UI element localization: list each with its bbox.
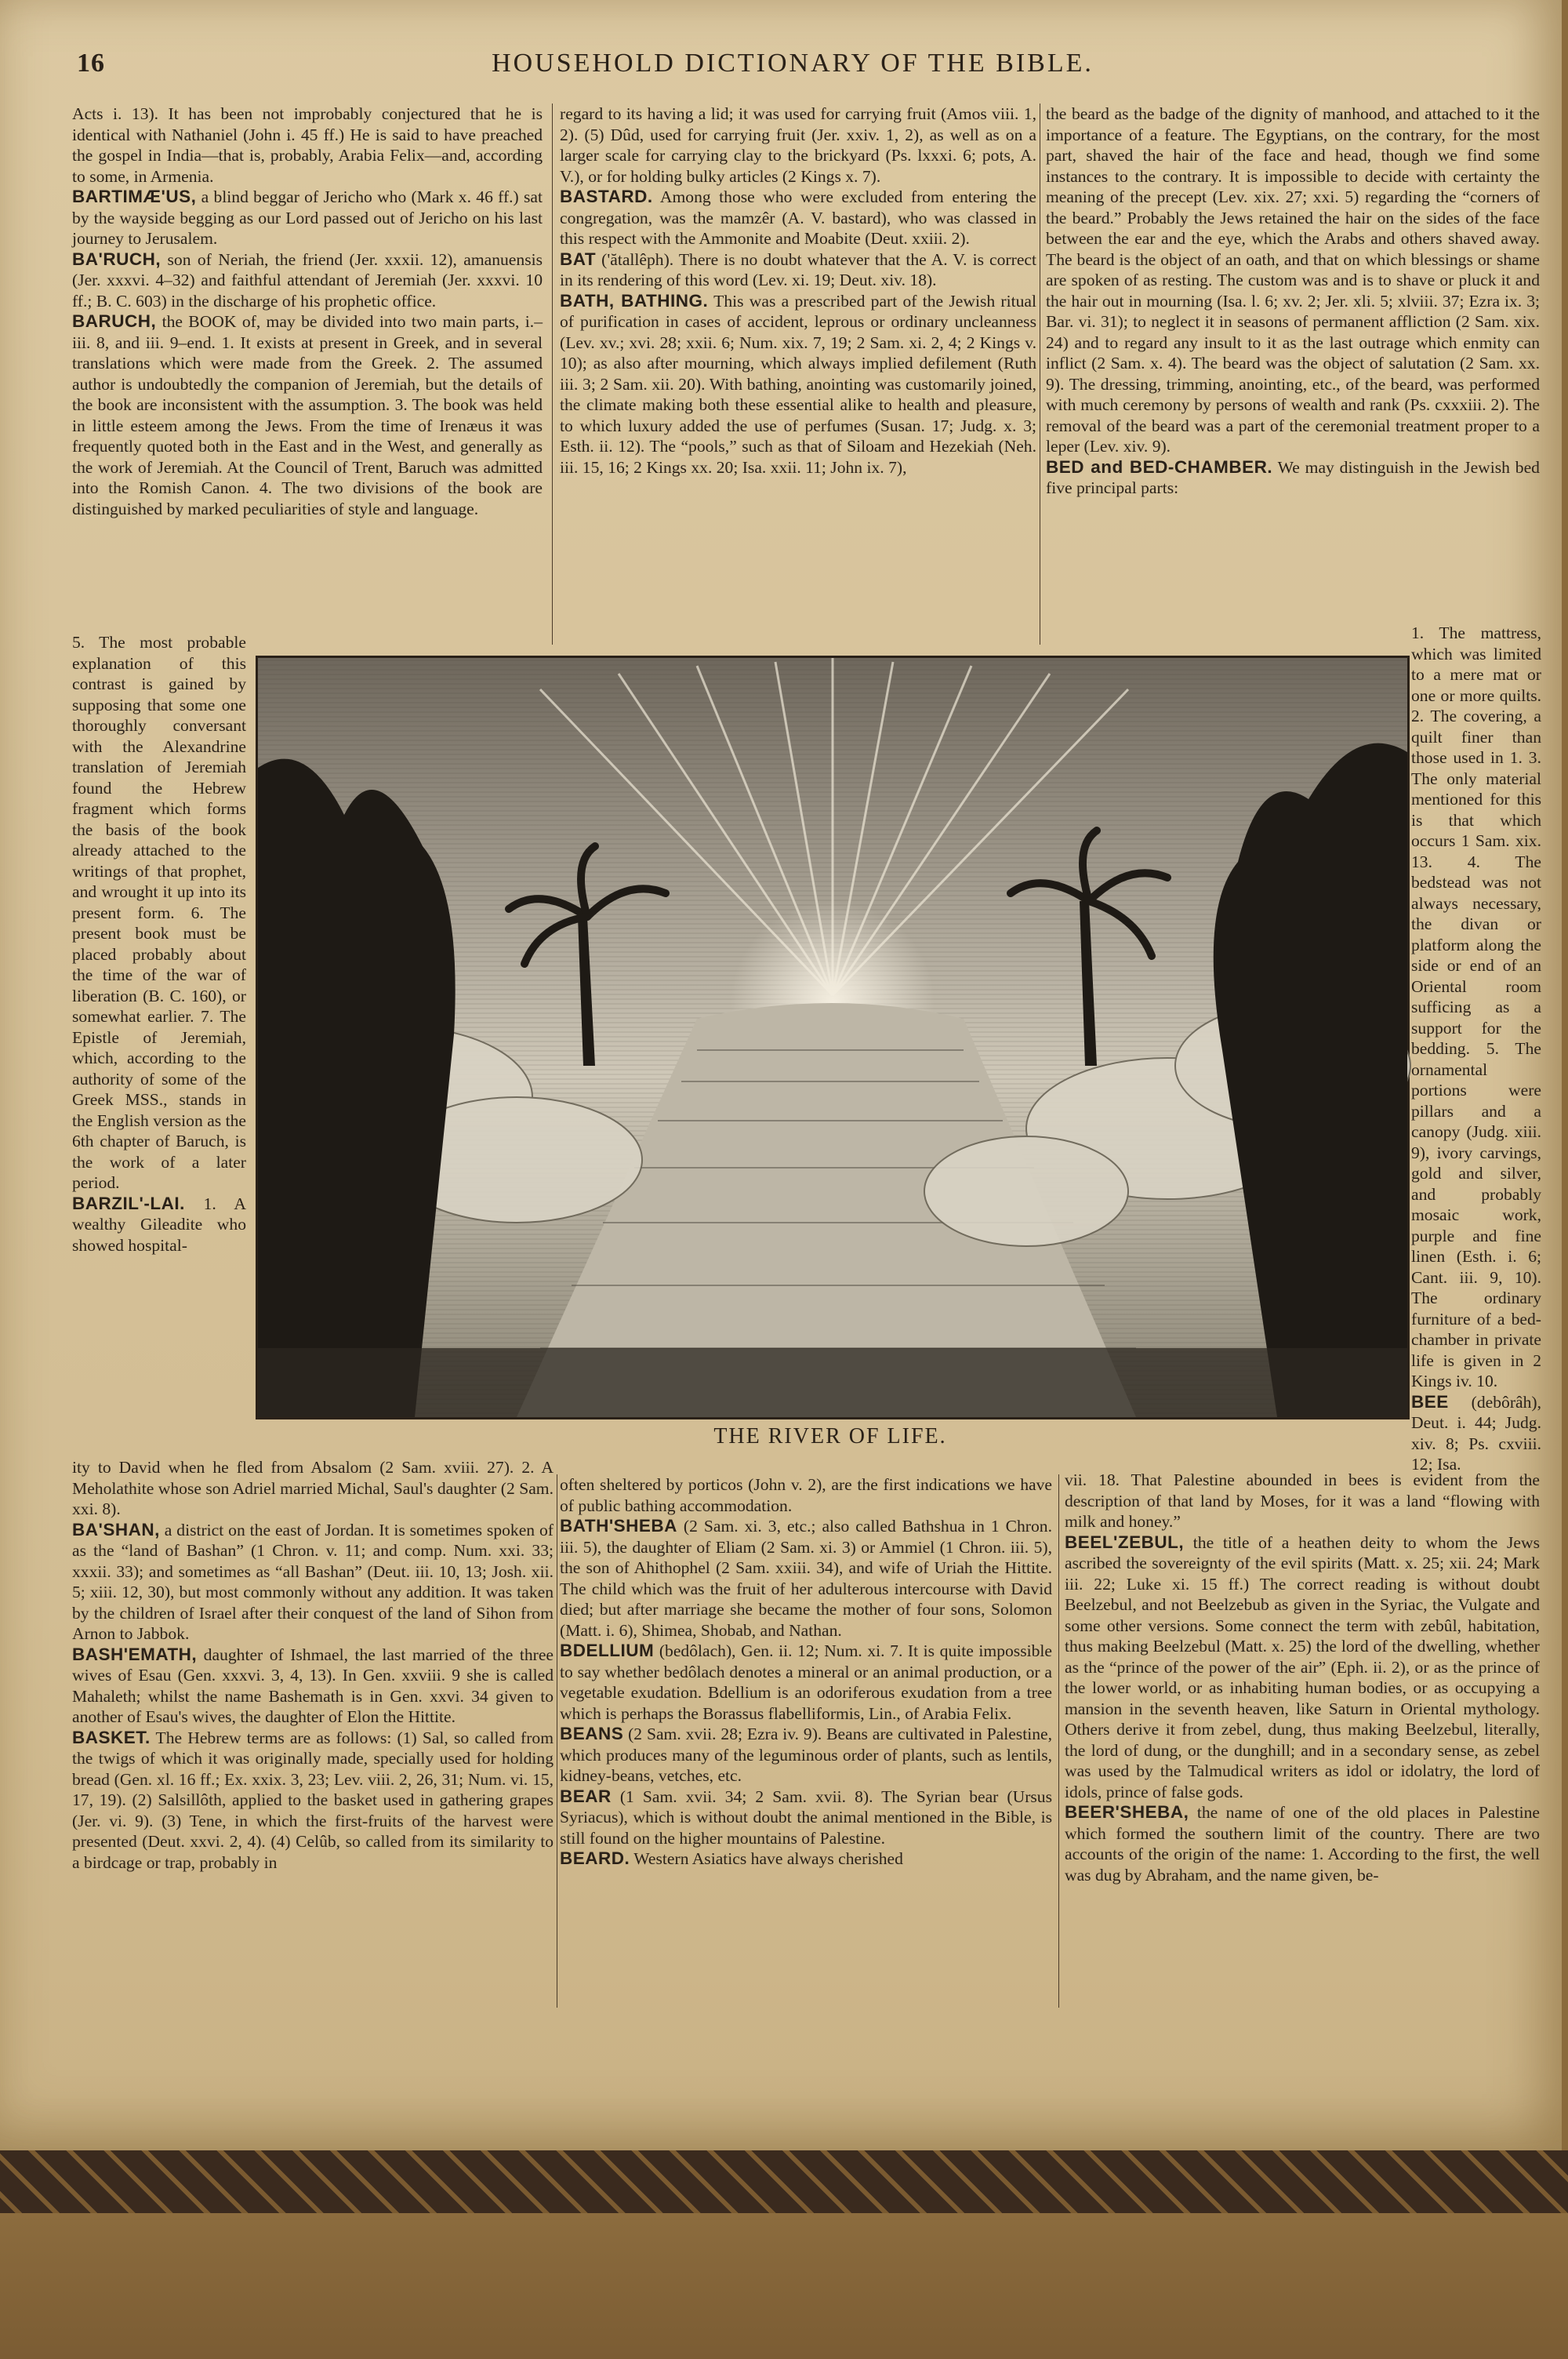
page-number: 16 [77, 49, 105, 78]
entry-headword: BASKET. [72, 1727, 151, 1747]
entry-text: 1. The mattress, which was limited to a mere mat or one or more quilts. 2. The covering, a quilt finer than those used in 1. 3. The only material mentioned for this is that which occurs 1 Sam. xix. 13. 4. The bedstead was not always necessary, the divan or platform along the side or end of an Oriental room sufficing as a support for the bedding. 5. The ornamental portions were pillars and a canopy (Judg. xiii. 9), ivory carvings, gold and silver, and probably mosaic work, purple and fine linen (Esth. i. 6; Cant. iii. 9, 10). The ordinary furniture of a bed-chamber in private life is given in 2 Kings iv. 10. [1411, 623, 1541, 1390]
entry-text: often sheltered by porticos (John v. 2), are the first indications we have of public bathing accommodation. [560, 1475, 1052, 1515]
column-1-bottom [72, 1457, 554, 2014]
entry-headword: BEAR [560, 1786, 612, 1806]
dictionary-entry [560, 1787, 1052, 1849]
running-title: HOUSEHOLD DICTIONARY OF THE BIBLE. [492, 49, 1094, 78]
dictionary-entry [1065, 1802, 1540, 1885]
entry-text: We may distinguish in the Jewish bed five principal parts: [1046, 457, 1540, 497]
dictionary-entry [560, 1848, 1052, 1870]
dictionary-entry [560, 291, 1036, 478]
dictionary-entry [72, 249, 543, 312]
entry-text: (debôrâh), Deut. i. 44; Judg. xiv. 8; Ps. cxviii. 12; Isa. [1411, 1392, 1541, 1474]
entry-headword: BARTIMÆ'US, [72, 187, 197, 206]
entry-text: daughter of Ishmael, the last married of the three wives of Esau (Gen. xxxvi. 3, 4, 13). In Gen. xxviii. 9 she is called Mahaleth; whilst the name Bashemath is in Gen. xxvi. 34 given to another of Esau's wives, the daughter of Elon the Hittite. [72, 1645, 554, 1726]
entry-text: (bedôlach), Gen. ii. 12; Num. xi. 7. It is quite impossible to say whether bedôlach denotes a mineral or an animal production, or a vegetable exudation. Bdellium is an odoriferous exudation from a tree which is perhaps the Borassus flabelliformis, Lin., of Arabia Felix. [560, 1641, 1052, 1723]
dictionary-entry [560, 1641, 1052, 1724]
figure-caption: THE RIVER OF LIFE. [713, 1424, 947, 1448]
dictionary-entry [72, 1728, 554, 1874]
dictionary-entry [1411, 623, 1541, 1392]
entry-headword: BEANS [560, 1724, 624, 1743]
entry-headword: BASH'EMATH, [72, 1644, 198, 1664]
entry-text: This was a prescribed part of the Jewish ritual of purification in cases of accident, leprous or ordinary uncleanness (Lev. xv.; xvi. 28; xxii. 6; Num. xix. 7, 19; 2 Sam. xi. 2, 4; 2 Kings v. 10); as also after mourning, which always implied defilement (Ruth iii. 3; 2 Sam. xii. 20). With bathing, anointing was customarily joined, the climate making both these essential alike to health and pleasure, to which luxury added the use of perfumes (Susan. 17; Judg. x. 3; Esth. ii. 12). The “pools,” such as that of Siloam and Hezekiah (Neh. iii. 15, 16; 2 Kings xx. 20; Isa. xxii. 11; John ix. 7), [560, 291, 1036, 477]
dictionary-entry [72, 1520, 554, 1645]
dictionary-entry [560, 187, 1036, 249]
dictionary-entry [560, 1724, 1052, 1787]
entry-text: (2 Sam. xvii. 28; Ezra iv. 9). Beans are cultivated in Palestine, which produces many of the leguminous order of plants, such as lentils, kidney-beans, vetches, etc. [560, 1725, 1052, 1785]
entry-text: (2 Sam. xi. 3, etc.; also called Bathshua in 1 Chron. iii. 5), the daughter of Eliam (2 Sam. xi. 3) or Ammiel (1 Chron. iii. 5), the son of Ahithophel (2 Sam. xxiii. 34), and wife of Uriah the Hittite. The child which was the fruit of her adulterous intercourse with David died; but after marriage she became the mother of four sons, Solomon (Matt. i. 6), Shimea, Shobab, and Nathan. [560, 1517, 1052, 1640]
entry-headword: BATH, BATHING. [560, 290, 709, 311]
column-3-bottom [1065, 1470, 1540, 2016]
entry-headword: BEER'SHEBA, [1065, 1802, 1189, 1822]
binding-edge [0, 2150, 1568, 2213]
entry-headword: BARUCH, [72, 311, 157, 331]
entry-text: the BOOK of, may be divided into two main parts, i.–iii. 8, and iii. 9–end. 1. It exists at present in Greek, and in several translations which were made from the Greek. 2. The assumed author is undoubtedly the companion of Jeremiah, but the details of the book are inconsistent with the assumption. 3. The book was held in little esteem among the Jews. From the time of Irenæus it was frequently quoted both in the East and in the West, and generally as the work of Jeremiah. At the Council of Trent, Baruch was admitted into the Romish Canon. 4. The two divisions of the book are distinguished by marked peculiarities of style and language. [72, 312, 543, 518]
dictionary-entry [560, 1474, 1052, 1516]
dictionary-entry [72, 311, 543, 519]
dictionary-entry [560, 104, 1036, 187]
entry-text: Western Asiatics have always cherished [630, 1849, 903, 1868]
entry-headword: BED and BED-CHAMBER. [1046, 456, 1273, 477]
dictionary-entry [560, 249, 1036, 291]
entry-text: a blind beggar of Jericho who (Mark x. 46 ff.) sat by the wayside begging as our Lord passed out of Jericho on his last journey to Jerusalem. [72, 187, 543, 248]
engraving-river-of-life [256, 656, 1410, 1419]
dictionary-entry [1065, 1470, 1540, 1532]
dictionary-entry [1411, 1392, 1541, 1475]
column-2-top [560, 104, 1036, 634]
entry-headword: BEARD. [560, 1848, 630, 1868]
entry-text: The Hebrew terms are as follows: (1) Sal, so called from the twigs of which it was originally made, specially used for holding bread (Gen. xl. 16 ff.; Ex. xxix. 3, 23; Lev. viii. 2, 26, 31; Num. vi. 15, 17, 19). (2) Salsillôth, applied to the basket used in gathering grapes (Jer. vi. 9). (3) Tene, in which the first-fruits of the harvest were presented (Deut. xxvi. 2, 4). (4) Celûb, so called from its similarity to a birdcage or trap, probably in [72, 1728, 554, 1872]
dictionary-entry [72, 187, 543, 249]
column-rule-2-bottom [1058, 1474, 1059, 2008]
column-3-narrow [1411, 623, 1541, 1474]
entry-text: son of Neriah, the friend (Jer. xxxii. 12), amanuensis (Jer. xxxvi. 4–32) and faithful attendant of Jeremiah (Jer. xxxvi. 10 ff.; B. C. 603) in the discharge of his prophetic office. [72, 249, 543, 311]
entry-headword: BA'SHAN, [72, 1519, 160, 1539]
entry-headword: BASTARD. [560, 187, 653, 206]
entry-text: vii. 18. That Palestine abounded in bees is evident from the description of that land by Moses, for it was a land “flowing with milk and honey.” [1065, 1470, 1540, 1531]
entry-headword: BDELLIUM [560, 1641, 655, 1660]
dictionary-entry [72, 104, 543, 187]
entry-text: the beard as the badge of the dignity of manhood, and attached to it the importance of a feature. The Egyptians, on the contrary, for the most part, shaved the hair of the face and head, though we find some instances to the contrary. It is impossible to decide with certainty the meaning of the precept (Lev. xix. 27; xxi. 5) regarding the “corners of the beard.” Probably the Jews retained the hair on the sides of the face between the ear and the eye, which the Arabs and others shaved away. The beard is the object of an oath, and that on which blessings or shame are spoken of as resting. The custom was and is to shave or pluck it and the hair out in mourning (Isa. l. 6; xv. 2; Jer. xli. 5; xlviii. 37; Ezra ix. 3; Bar. vi. 31); to neglect it in seasons of permanent affliction (2 Sam. xix. 24) and to regard any insult to it as the last outrage which enmity can inflict (2 Sam. x. 4). The beard was the object of salutation (2 Sam. xx. 9). The dressing, trimming, anointing, etc., of the beard, was performed with much ceremony by persons of wealth and rank (Ps. cxxxiii. 2). The removal of the beard was a part of the ceremonial treatment proper to a leper (Lev. xiv. 9). [1046, 104, 1540, 456]
column-3-top [1046, 104, 1540, 634]
dictionary-entry [1065, 1532, 1540, 1803]
entry-text: a district on the east of Jordan. It is sometimes spoken of as the “land of Bashan” (1 Chron. v. 11; and comp. Num. xxi. 33; xxxii. 33); and sometimes as “all Bashan” (Deut. iii. 10, 13; Josh. xii. 5; xiii. 12, 30), but most commonly without any addition. It was taken by the children of Israel after their conquest of the land of Sihon from Arnon to Jabbok. [72, 1520, 554, 1643]
cover-board [0, 2213, 1568, 2359]
entry-text: 1. A wealthy Gileadite who showed hospital- [72, 1194, 246, 1255]
entry-headword: BEE [1411, 1391, 1449, 1412]
dictionary-entry [1046, 104, 1540, 457]
entry-text: Among those who were excluded from entering the congregation, was the mamzêr (A. V. bastard), who was classed in this respect with the Ammonite and Moabite (Deut. xxiii. 2). [560, 187, 1036, 248]
column-2-bottom [560, 1474, 1052, 2016]
entry-headword: BA'RUCH, [72, 249, 162, 269]
entry-text: 5. The most probable explanation of this contrast is gained by supposing that some one thoroughly conversant with the Alexandrine translation of Jeremiah found the Hebrew fragment which forms the basis of the book already attached to the writings of that prophet, and wrought it up into its present form. 6. The present book must be placed probably about the time of the war of liberation (B. C. 160), or somewhat earlier. 7. The Epistle of Jeremiah, which, according to the authority of some of the Greek MSS., stands in the English version as the 6th chapter of Baruch, is the work of a later period. [72, 633, 246, 1192]
dictionary-entry [72, 1645, 554, 1728]
entry-text: the title of a heathen deity to whom the Jews ascribed the sovereignty of the evil spirits (Matt. x. 25; xii. 24; Mark iii. 22; Luke xi. 15 ff.) The correct reading is without doubt Beelzebul, and not Beelzebub as given in the Syriac, the Vulgate and some other versions. Some connect the term with zebûl, habitation, thus making Beelzebul (Matt. x. 25) the lord of the dwelling, whether as the “prince of the power of the air” (Eph. ii. 2), or as the prince of the lower world, or as inhabiting human bodies, or as occupying a mansion in the seventh heaven, like Saturn in Oriental mythology. Others derive it from zebel, dung, thus making Beelzebul, literally, the lord of dung, or the dunghill; and in a secondary sense, as zebel was used by the Talmudical writers as idol or idolatry, the lord of idols, prince of false gods. [1065, 1532, 1540, 1801]
entry-headword: BEEL'ZEBUL, [1065, 1532, 1185, 1552]
entry-text: the name of one of the old places in Palestine which formed the southern limit of the country. There are two accounts of the origin of the name: 1. According to the first, the well was dug by Abraham, and the name given, be- [1065, 1803, 1540, 1885]
entry-text: ('ătallêph). There is no doubt whatever that the A. V. is correct in its rendering of this word (Lev. xi. 19; Deut. xiv. 18). [560, 249, 1036, 289]
page-header [71, 49, 1515, 83]
dictionary-entry [72, 1457, 554, 1520]
entry-text: ity to David when he fled from Absalom (2 Sam. xviii. 27). 2. A Meholathite whose son Adriel married Michal, Saul's daughter (2 Sam. xxi. 8). [72, 1458, 554, 1518]
entry-headword: BAT [560, 249, 597, 269]
column-1-top [72, 104, 543, 651]
entry-text: Acts i. 13). It has been not improbably conjectured that he is identical with Nathaniel (John i. 45 ff.) He is said to have preached the gospel in India—that is, probably, Arabia Felix—and, according to some, in Armenia. [72, 104, 543, 186]
entry-text: (1 Sam. xvii. 34; 2 Sam. xvii. 8). The Syrian bear (Ursus Syriacus), which is without doubt the animal mentioned in the Bible, is still found on the higher mountains of Palestine. [560, 1787, 1052, 1848]
column-1-narrow [72, 632, 246, 1454]
dictionary-entry [560, 1516, 1052, 1641]
entry-headword: BARZIL'-LAI. [72, 1193, 185, 1213]
entry-headword: BATH'SHEBA [560, 1516, 677, 1536]
dictionary-entry [72, 1194, 246, 1256]
dictionary-entry [72, 632, 246, 1194]
entry-text: regard to its having a lid; it was used for carrying fruit (Amos viii. 1, 2). (5) Dûd, used for carrying fruit (Jer. xxiv. 1, 2), as well as on a larger scale for carrying clay to the brickyard (Ps. lxxxi. 6; pots, A. V.), or for holding bulky articles (2 Kings x. 7). [560, 104, 1036, 186]
dictionary-entry [1046, 457, 1540, 499]
column-rule-1-top [552, 104, 553, 645]
